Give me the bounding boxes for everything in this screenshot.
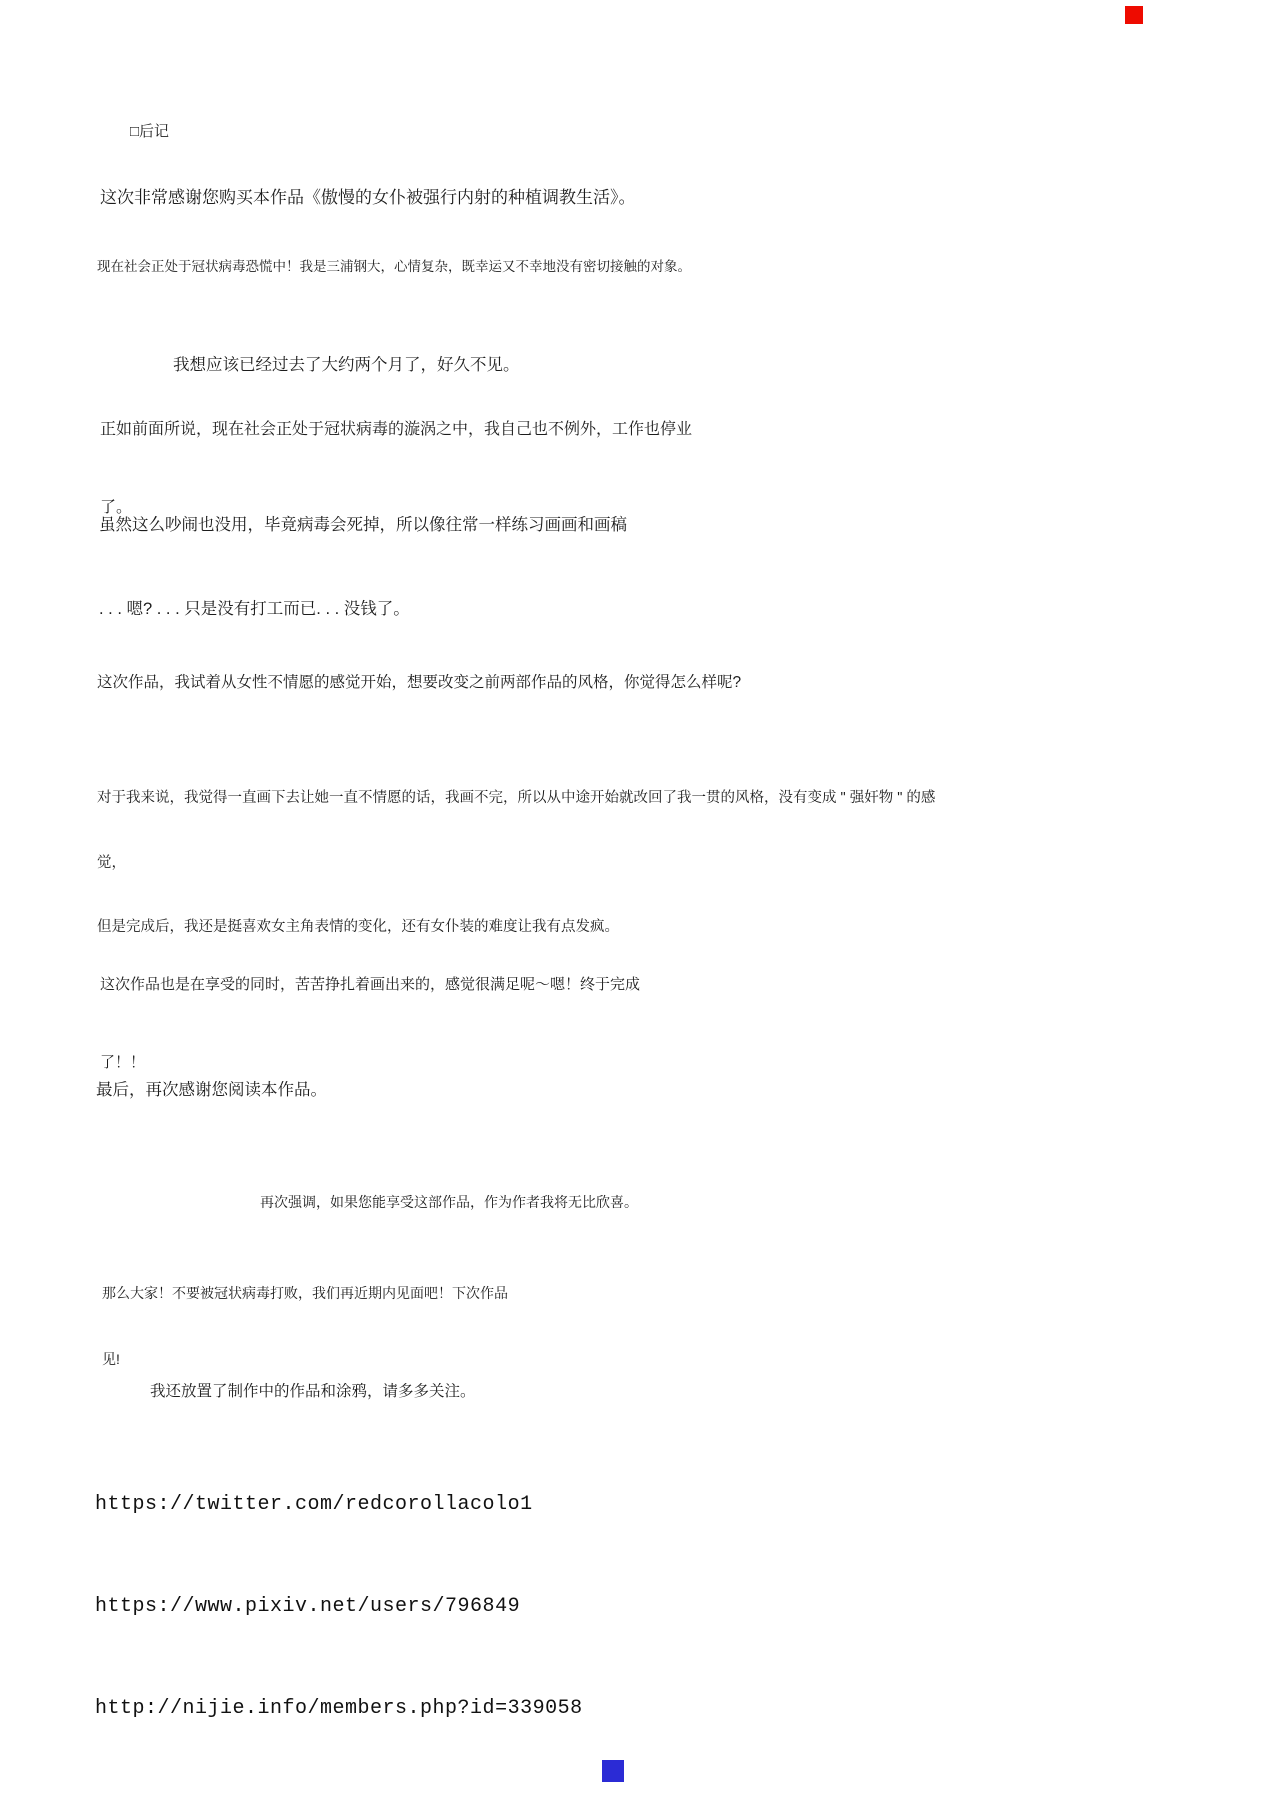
text-line: . . . 嗯? . . . 只是没有打工而已. . . 没钱了。 bbox=[99, 600, 410, 618]
nijie-link[interactable]: http://nijie.info/members.php?id=339058 bbox=[95, 1697, 583, 1720]
afterword-marker-text: □后记 bbox=[130, 123, 170, 140]
text-line: 我想应该已经过去了大约两个月了，好久不见。 bbox=[173, 356, 520, 374]
text-line: 我还放置了制作中的作品和涂鸦，请多多关注。 bbox=[150, 1383, 476, 1400]
text-line: 觉， bbox=[97, 854, 126, 871]
text-line: 正如前面所说，现在社会正处于冠状病毒的漩涡之中，我自己也不例外，工作也停业 bbox=[100, 421, 693, 438]
paragraph-corona-status bbox=[97, 219, 691, 314]
twitter-link[interactable]: https://twitter.com/redcorollacolo1 bbox=[95, 1493, 533, 1516]
paragraph-style-change bbox=[97, 628, 741, 738]
pixiv-link[interactable]: https://www.pixiv.net/users/796849 bbox=[95, 1595, 521, 1618]
text-line: 这次非常感谢您购买本作品《傲慢的女仆被强行内射的种植调教生活》。 bbox=[100, 188, 636, 207]
text-line: 那么大家！不要被冠状病毒打败，我们再近期内见面吧！下次作品 bbox=[102, 1285, 508, 1301]
text-line: 现在社会正处于冠状病毒恐慌中！我是三浦钢大，心情复杂，既幸运又不幸地没有密切接触的对象。 bbox=[97, 259, 691, 274]
text-line: 见! bbox=[102, 1351, 120, 1367]
text-line: 再次强调，如果您能享受这部作品，作为作者我将无比欣喜。 bbox=[260, 1194, 638, 1210]
red-square-mark bbox=[1125, 6, 1143, 24]
paragraph-final-thanks bbox=[96, 1033, 327, 1148]
links-block bbox=[95, 1420, 583, 1793]
text-line: 了。 bbox=[100, 499, 133, 516]
paragraph-enjoy-note bbox=[260, 1155, 638, 1250]
text-line: 了！！ bbox=[100, 1054, 146, 1071]
text-line: 但是完成后，我还是挺喜欢女主角表情的变化，还有女仆装的难度让我有点发疯。 bbox=[97, 919, 619, 935]
blue-square-mark bbox=[602, 1760, 624, 1782]
text-line: 最后，再次感谢您阅读本作品。 bbox=[96, 1081, 327, 1099]
text-line: 这次作品也是在享受的同时，苦苦挣扎着画出来的，感觉很满足呢～嗯！终于完成 bbox=[100, 976, 641, 993]
text-line: 这次作品，我试着从女性不情愿的感觉开始，想要改变之前两部作品的风格，你觉得怎么样呢? bbox=[97, 674, 742, 691]
text-line: 虽然这么吵闹也没用，毕竟病毒会死掉，所以像往常一样练习画画和画稿 bbox=[99, 516, 627, 534]
text-line: 对于我来说，我觉得一直画下去让她一直不情愿的话，我画不完，所以从中途开始就改回了我一贯的风格，没有变成 " 强奸物 " 的感 bbox=[97, 790, 936, 806]
